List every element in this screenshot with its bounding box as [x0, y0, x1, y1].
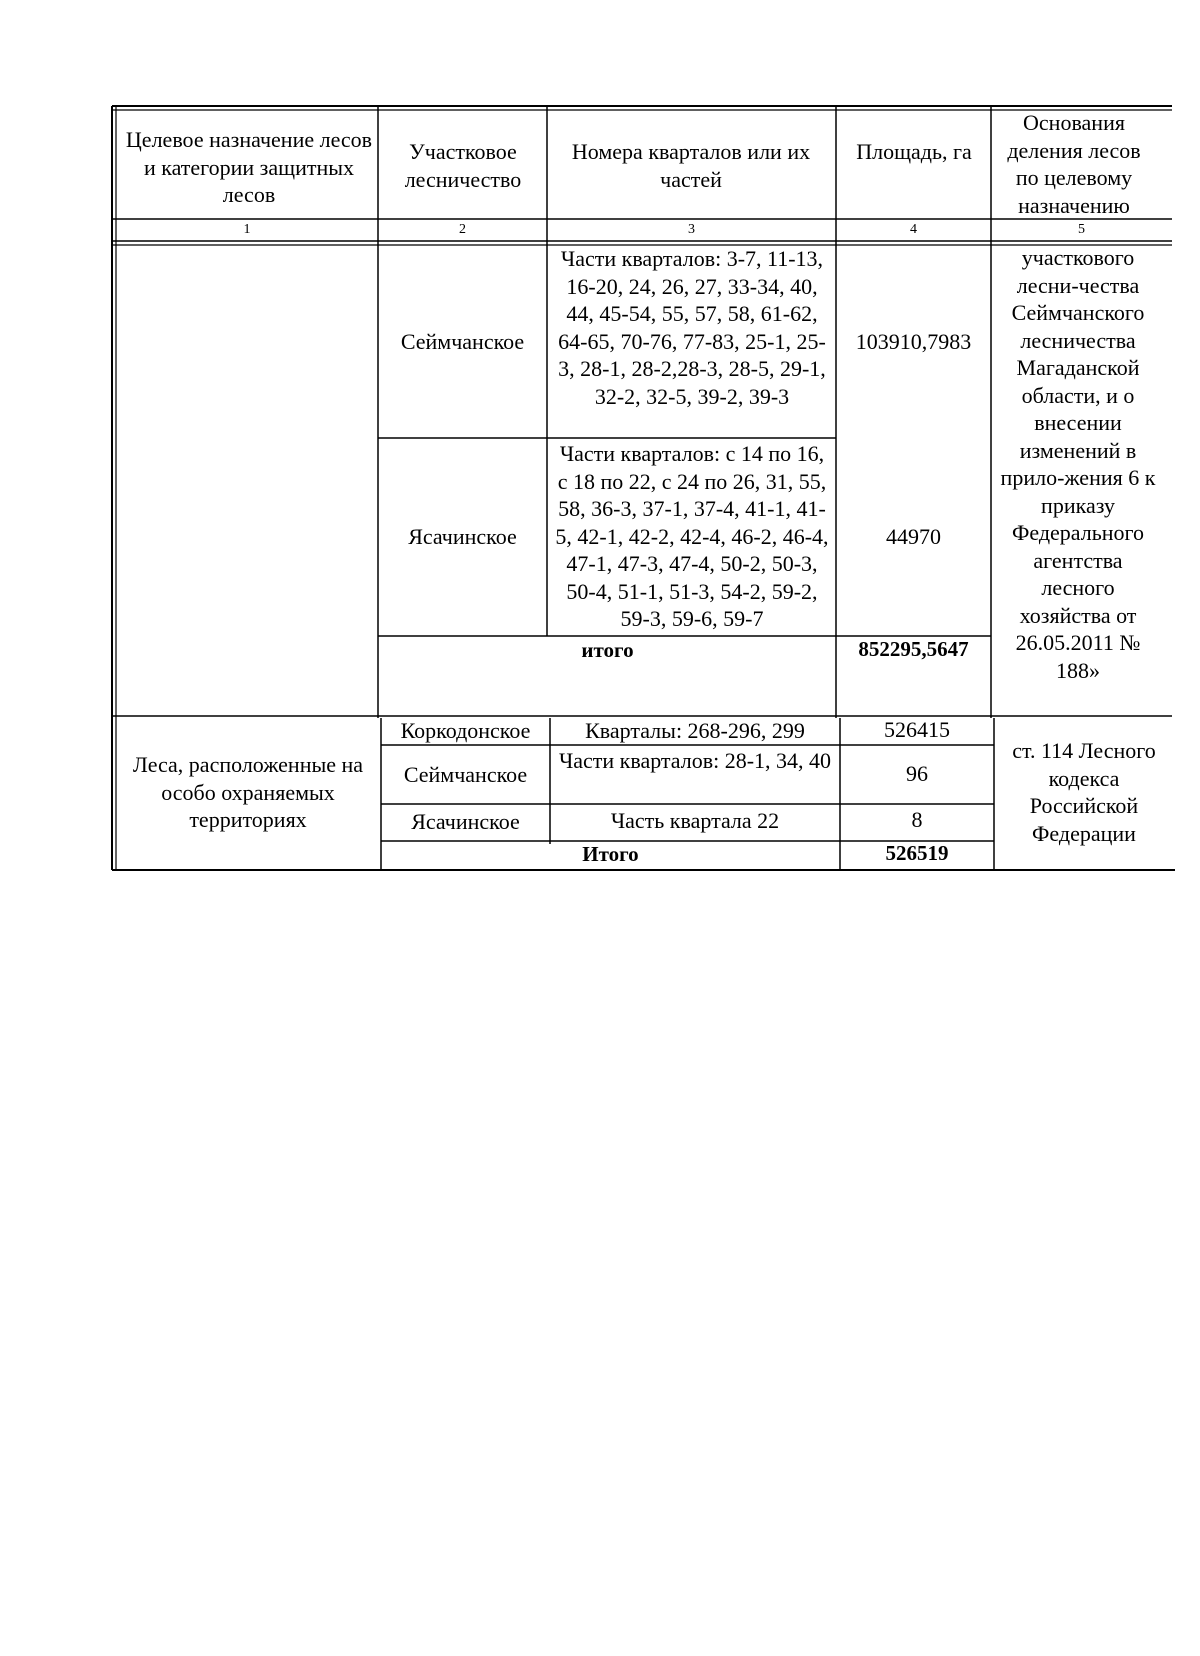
section1-row1-forestry: Сеймчанское	[400, 329, 525, 354]
header-basis: Основания деления лесов по целевому назначению	[1007, 110, 1141, 218]
section2-row2-quarters: Части кварталов: 28-1, 34, 40	[558, 748, 832, 773]
section2-row1-quarters: Кварталы: 268-296, 299	[585, 718, 805, 743]
column-number-3: 3	[688, 222, 695, 237]
section1-basis: участкового лесни-чества Сеймчанского лесничества Магаданской области, и о внесении изменений в прило-жения 6 к приказу Федерального агентства лесного хозяйства от 26.05.2011 № 188»	[1000, 245, 1156, 683]
column-number-5: 5	[1078, 222, 1085, 237]
section2-basis: ст. 114 Лесного кодекса Российской Федерации	[1012, 738, 1156, 846]
header-purpose: Целевое назначение лесов и категории защитных лесов	[125, 127, 373, 207]
section2-row2-forestry: Сеймчанское	[403, 762, 528, 787]
column-number-4: 4	[910, 222, 917, 237]
section1-row2-area: 44970	[886, 524, 941, 549]
section2-row3-forestry: Ясачинское	[411, 809, 520, 834]
header-quarters: Номера кварталов или их частей	[571, 139, 811, 192]
section2-row3-quarters: Часть квартала 22	[610, 808, 780, 833]
column-number-2: 2	[459, 222, 466, 237]
column-number-1: 1	[243, 222, 251, 237]
section2-total-label: Итого	[582, 842, 639, 866]
header-forestry: Участковое лесничество	[404, 139, 522, 192]
section1-row2-forestry: Ясачинское	[408, 524, 517, 549]
section1-total-value: 852295,5647	[858, 637, 969, 661]
section1-row2-quarters: Части кварталов: с 14 по 16, с 18 по 22, с 24 по 26, 31, 55, 58, 36-3, 37-1, 37-4, 41-1, 41-5, 42-1, 42-2, 42-4, 46-2, 46-4, 47-1, 47-3, 47-4, 50-2, 50-3, 50-4, 51-1, 51-3, 54-2, 59-2, 59-3, 59-6, 59-7	[555, 441, 829, 631]
header-area: Площадь, га	[856, 139, 972, 164]
section2-row3-area: 8	[911, 807, 923, 832]
section1-row1-area: 103910,7983	[855, 329, 972, 354]
section2-row2-area: 96	[906, 761, 928, 786]
section2-total-value: 526519	[885, 841, 949, 865]
section2-purpose: Леса, расположенные на особо охраняемых территориях	[132, 752, 364, 832]
section2-row1-forestry: Коркодонское	[400, 718, 531, 743]
section2-row1-area: 526415	[884, 717, 950, 742]
section1-row1-quarters: Части кварталов: 3-7, 11-13, 16-20, 24, 26, 27, 33-34, 40, 44, 45-54, 55, 57, 58, 61-62, 64-65, 70-76, 77-83, 25-1, 25-3, 28-1, 28-2,28-3, 28-5, 29-1, 32-2, 32-5, 39-2, 39-3	[558, 246, 826, 409]
section1-total-label: итого	[581, 638, 634, 662]
